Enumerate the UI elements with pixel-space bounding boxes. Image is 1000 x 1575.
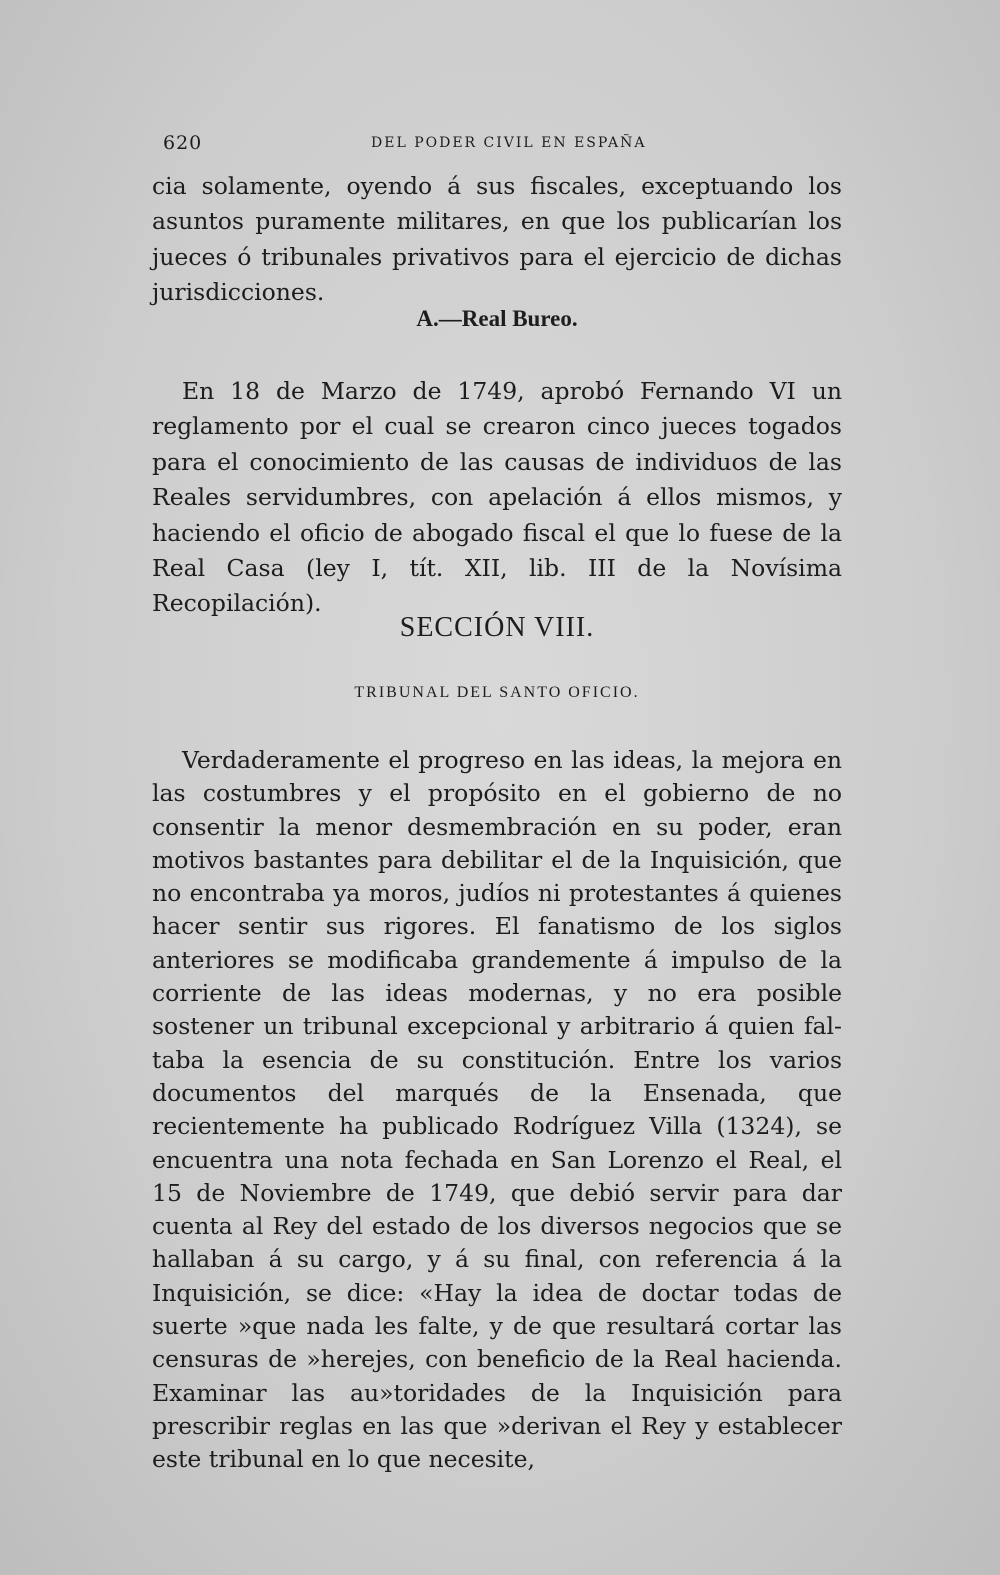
paragraph-continuation: cia solamente, oyendo á sus fiscales, exceptuando los asuntos puramente militares, en que los publicarían los jueces ó tribunales privativos para el ejercicio de dichas jurisdicciones. [152, 172, 842, 307]
section-title: SECCIÓN VIII. [399, 612, 595, 643]
subsection-heading: A.—Real Bureo. [416, 306, 578, 331]
running-title: DEL PODER CIVIL EN ESPAÑA [371, 135, 647, 151]
page-number: 620 [163, 132, 203, 154]
running-head [163, 132, 843, 156]
section-subtitle: TRIBUNAL DEL SANTO OFICIO. [354, 684, 640, 701]
paragraph-real-bureo: En 18 de Marzo de 1749, aprobó Fernando VI un reglamento por el cual se crearon cinco jueces togados para el conocimiento de las causas de individuos de las Reales servidumbres, con apelación á ellos mismos, y haciendo el oficio de abogado fiscal el que lo fuese de la Real Casa (ley I, tít. XII, lib. III de la Novísima Recopilación). [152, 377, 842, 618]
paragraph-inquisicion: Verdaderamente el progreso en las ideas, la mejora en las costumbres y el propósito en el gobierno de no consentir la menor desmembración en su poder, eran motivos bastantes para debilitar el de la Inquisición, que no encontraba ya moros, judíos ni protestantes á quienes hacer sentir sus rigores. El fanatismo de los siglos anteriores se modificaba grandemente á impulso de la corriente de las ideas modernas, y no era posible sostener un tribunal excepcional y arbitrario á quien faltaba la esencia de su constitución. Entre los varios documentos del marqués de la Ensenada, que recientemente ha publicado Rodríguez Villa (1324), se encuentra una nota fechada en San Lorenzo el Real, el 15 de Noviembre de 1749, que debió servir para dar cuenta al Rey del estado de los diversos negocios que se hallaban á su cargo, y á su final, con referencia á la Inquisición, se dice: «Hay la idea de doctar todas de suerte »que nada les falte, y de que resultará cortar las censuras de »herejes, con beneficio de la Real hacienda. Examinar las au»toridades de la Inquisición para prescribir reglas en las que »derivan el Rey y establecer este tribunal en lo que necesite, [152, 746, 842, 1474]
